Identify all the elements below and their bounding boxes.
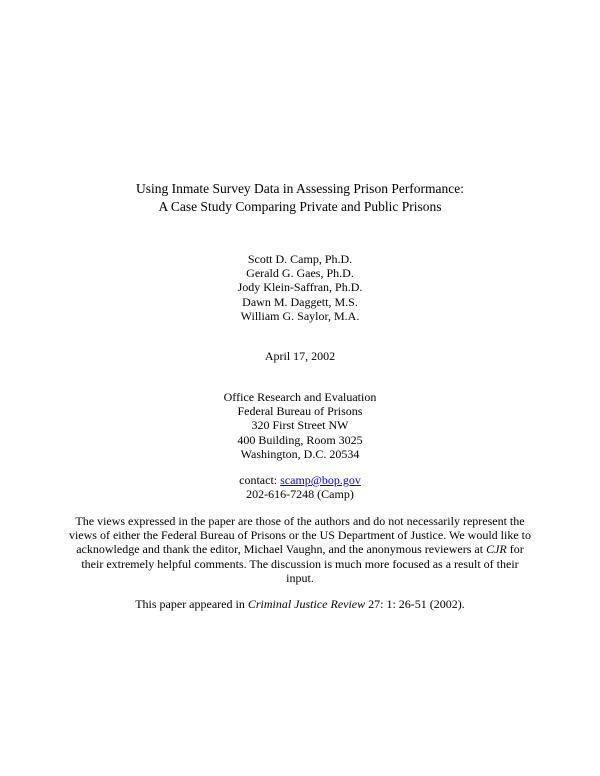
author-name: Jody Klein-Saffran, Ph.D. [237,280,363,295]
contact-info [0,473,600,501]
office-address [0,390,600,461]
disclaimer-paragraph [68,514,532,585]
citation [0,597,600,611]
disclaimer-text-after: for their extremely helpful comments. The discussion is much more focused as a result of their input. [81,542,524,585]
publication-date [0,349,600,363]
citation-line [0,597,600,611]
title-line-2: A Case Study Comparing Private and Public Prisons [158,199,442,214]
contact-phone: 202-616-7248 (Camp) [246,487,354,502]
author-name: Gerald G. Gaes, Ph.D. [246,266,354,281]
author-name: Dawn M. Daggett, M.S. [242,294,358,309]
title-line-1: Using Inmate Survey Data in Assessing Prison Performance: [135,181,465,196]
address-line: 320 First Street NW [251,418,349,433]
contact-line [0,473,600,487]
address-line: 400 Building, Room 3025 [237,432,363,447]
date-text: April 17, 2002 [264,349,336,363]
citation-before: This paper appeared in [135,597,248,611]
contact-label: contact: [239,473,281,487]
author-list [0,252,600,323]
author-name: Scott D. Camp, Ph.D. [247,252,353,266]
disclaimer-text-before: The views expressed in the paper are those of the authors and do not necessarily represent the views of either the Federal Bureau of Prisons or the US Department of Justice. We would like to acknowledge and thank the editor, Michael Vaughn, and the anonymous reviewers at [68,514,532,557]
address-line: Federal Bureau of Prisons [237,404,363,419]
email-link[interactable]: scamp@bop.gov [280,473,361,487]
citation-journal: Criminal Justice Review [247,597,366,611]
address-line: Office Research and Evaluation [223,390,377,404]
author-name: William G. Saylor, M.A. [240,308,360,323]
paper-title [0,180,600,216]
address-line: Washington, D.C. 20534 [240,446,360,461]
journal-abbreviation: CJR [486,542,507,557]
citation-after: 27: 1: 26-51 (2002). [365,597,465,611]
